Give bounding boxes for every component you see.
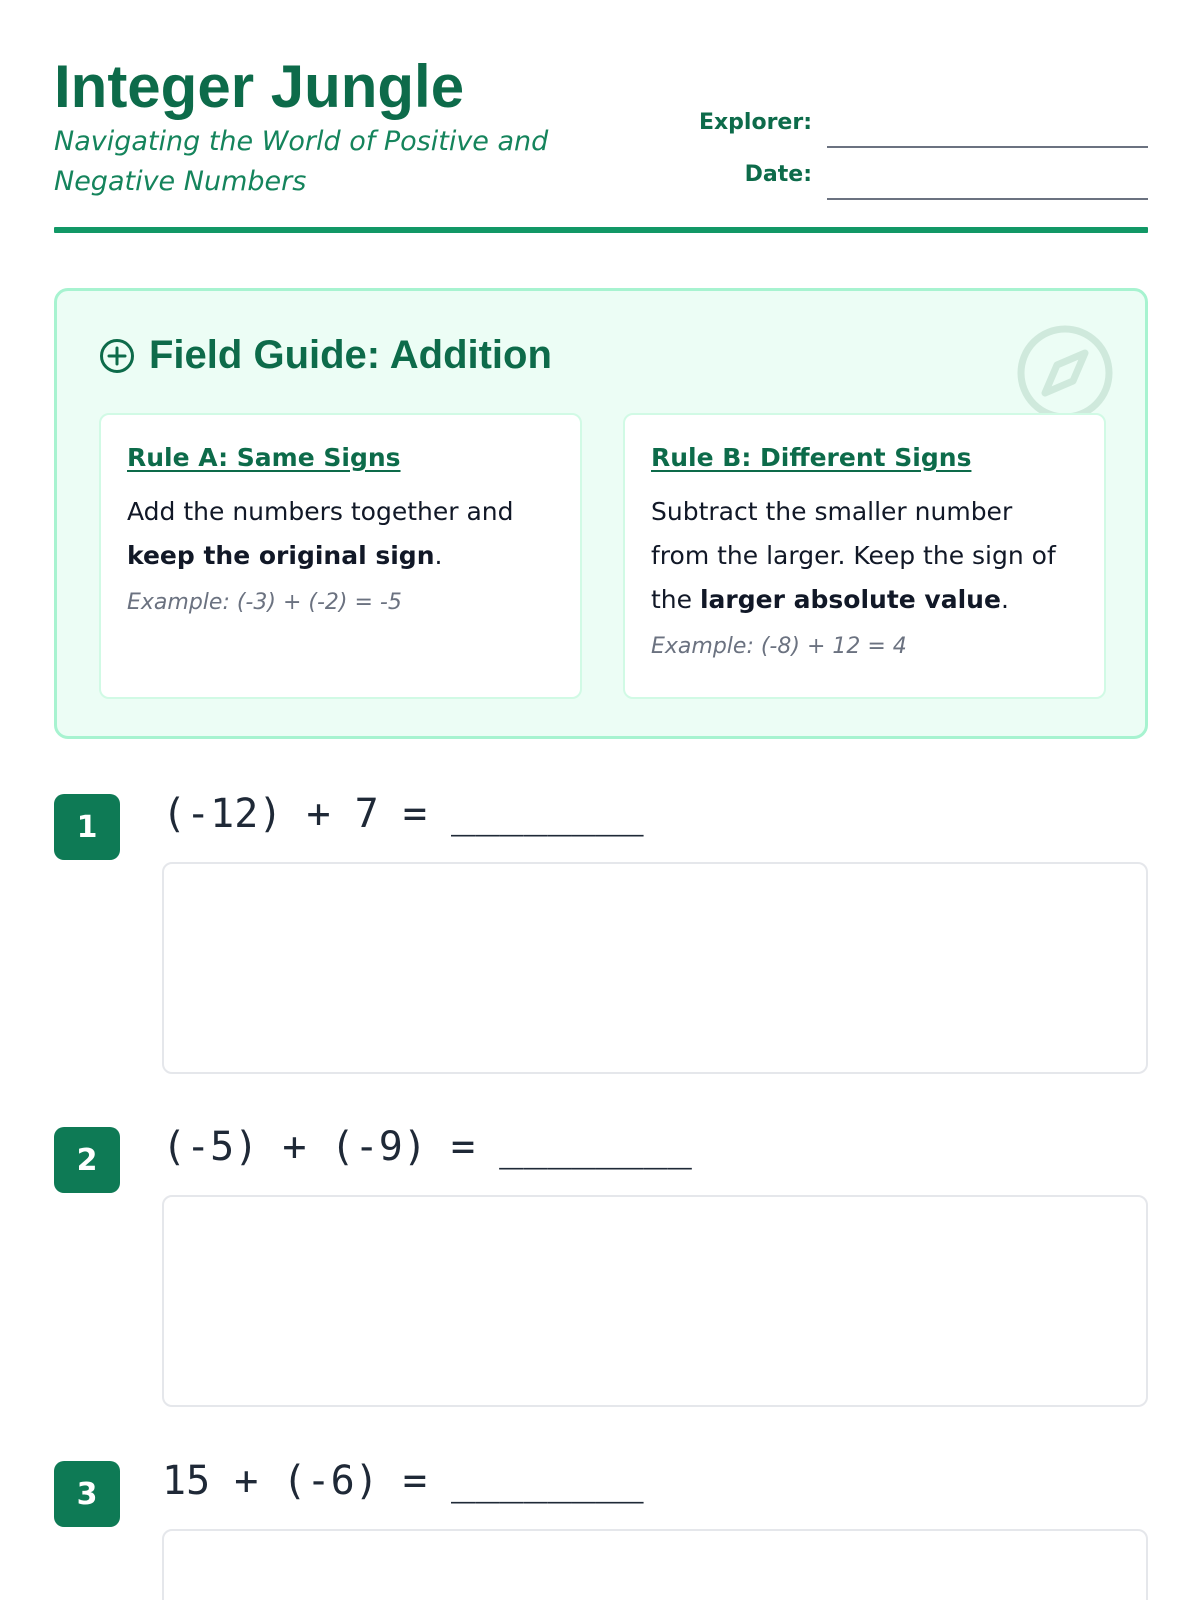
rule-b-card (623, 413, 1106, 699)
problem-expression: 15 + (-6) = ________ (162, 1458, 644, 1504)
date-label: Date: (744, 162, 812, 187)
explorer-input-line[interactable] (827, 146, 1148, 148)
work-area[interactable] (162, 1529, 1148, 1600)
compass-icon (1015, 323, 1115, 423)
rule-b-title: Rule B: Different Signs (651, 443, 972, 472)
rule-a-example: Example: (-3) + (-2) = -5 (127, 590, 402, 615)
field-guide-title: Field Guide: Addition (149, 333, 552, 377)
field-guide-panel (54, 288, 1148, 739)
explorer-field (694, 110, 1148, 162)
problem-number-badge: 1 (54, 794, 120, 860)
date-field (694, 162, 1148, 214)
problem-expression: (-5) + (-9) = ________ (162, 1124, 692, 1170)
rule-b-text: Subtract the smaller number from the larger. Keep the sign of the larger absolute value. (651, 497, 1056, 614)
rule-a-title: Rule A: Same Signs (127, 443, 401, 472)
student-fields (694, 110, 1148, 214)
header-divider (54, 227, 1148, 233)
field-guide-heading (99, 333, 552, 378)
page-title: Integer Jungle (54, 53, 465, 120)
plus-circle-icon (99, 338, 135, 374)
work-area[interactable] (162, 1195, 1148, 1407)
page-subtitle: Navigating the World of Positive and Negative Numbers (54, 126, 549, 197)
problem-number-badge: 3 (54, 1461, 120, 1527)
explorer-label: Explorer: (698, 110, 812, 135)
rule-b-example: Example: (-8) + 12 = 4 (651, 634, 907, 659)
rule-a-text: Add the numbers together and keep the original sign. (127, 497, 514, 570)
rule-a-card (99, 413, 582, 699)
work-area[interactable] (162, 862, 1148, 1074)
problem-number-badge: 2 (54, 1127, 120, 1193)
problem-expression: (-12) + 7 = ________ (162, 791, 644, 837)
worksheet-header (54, 52, 1148, 232)
date-input-line[interactable] (827, 198, 1148, 200)
